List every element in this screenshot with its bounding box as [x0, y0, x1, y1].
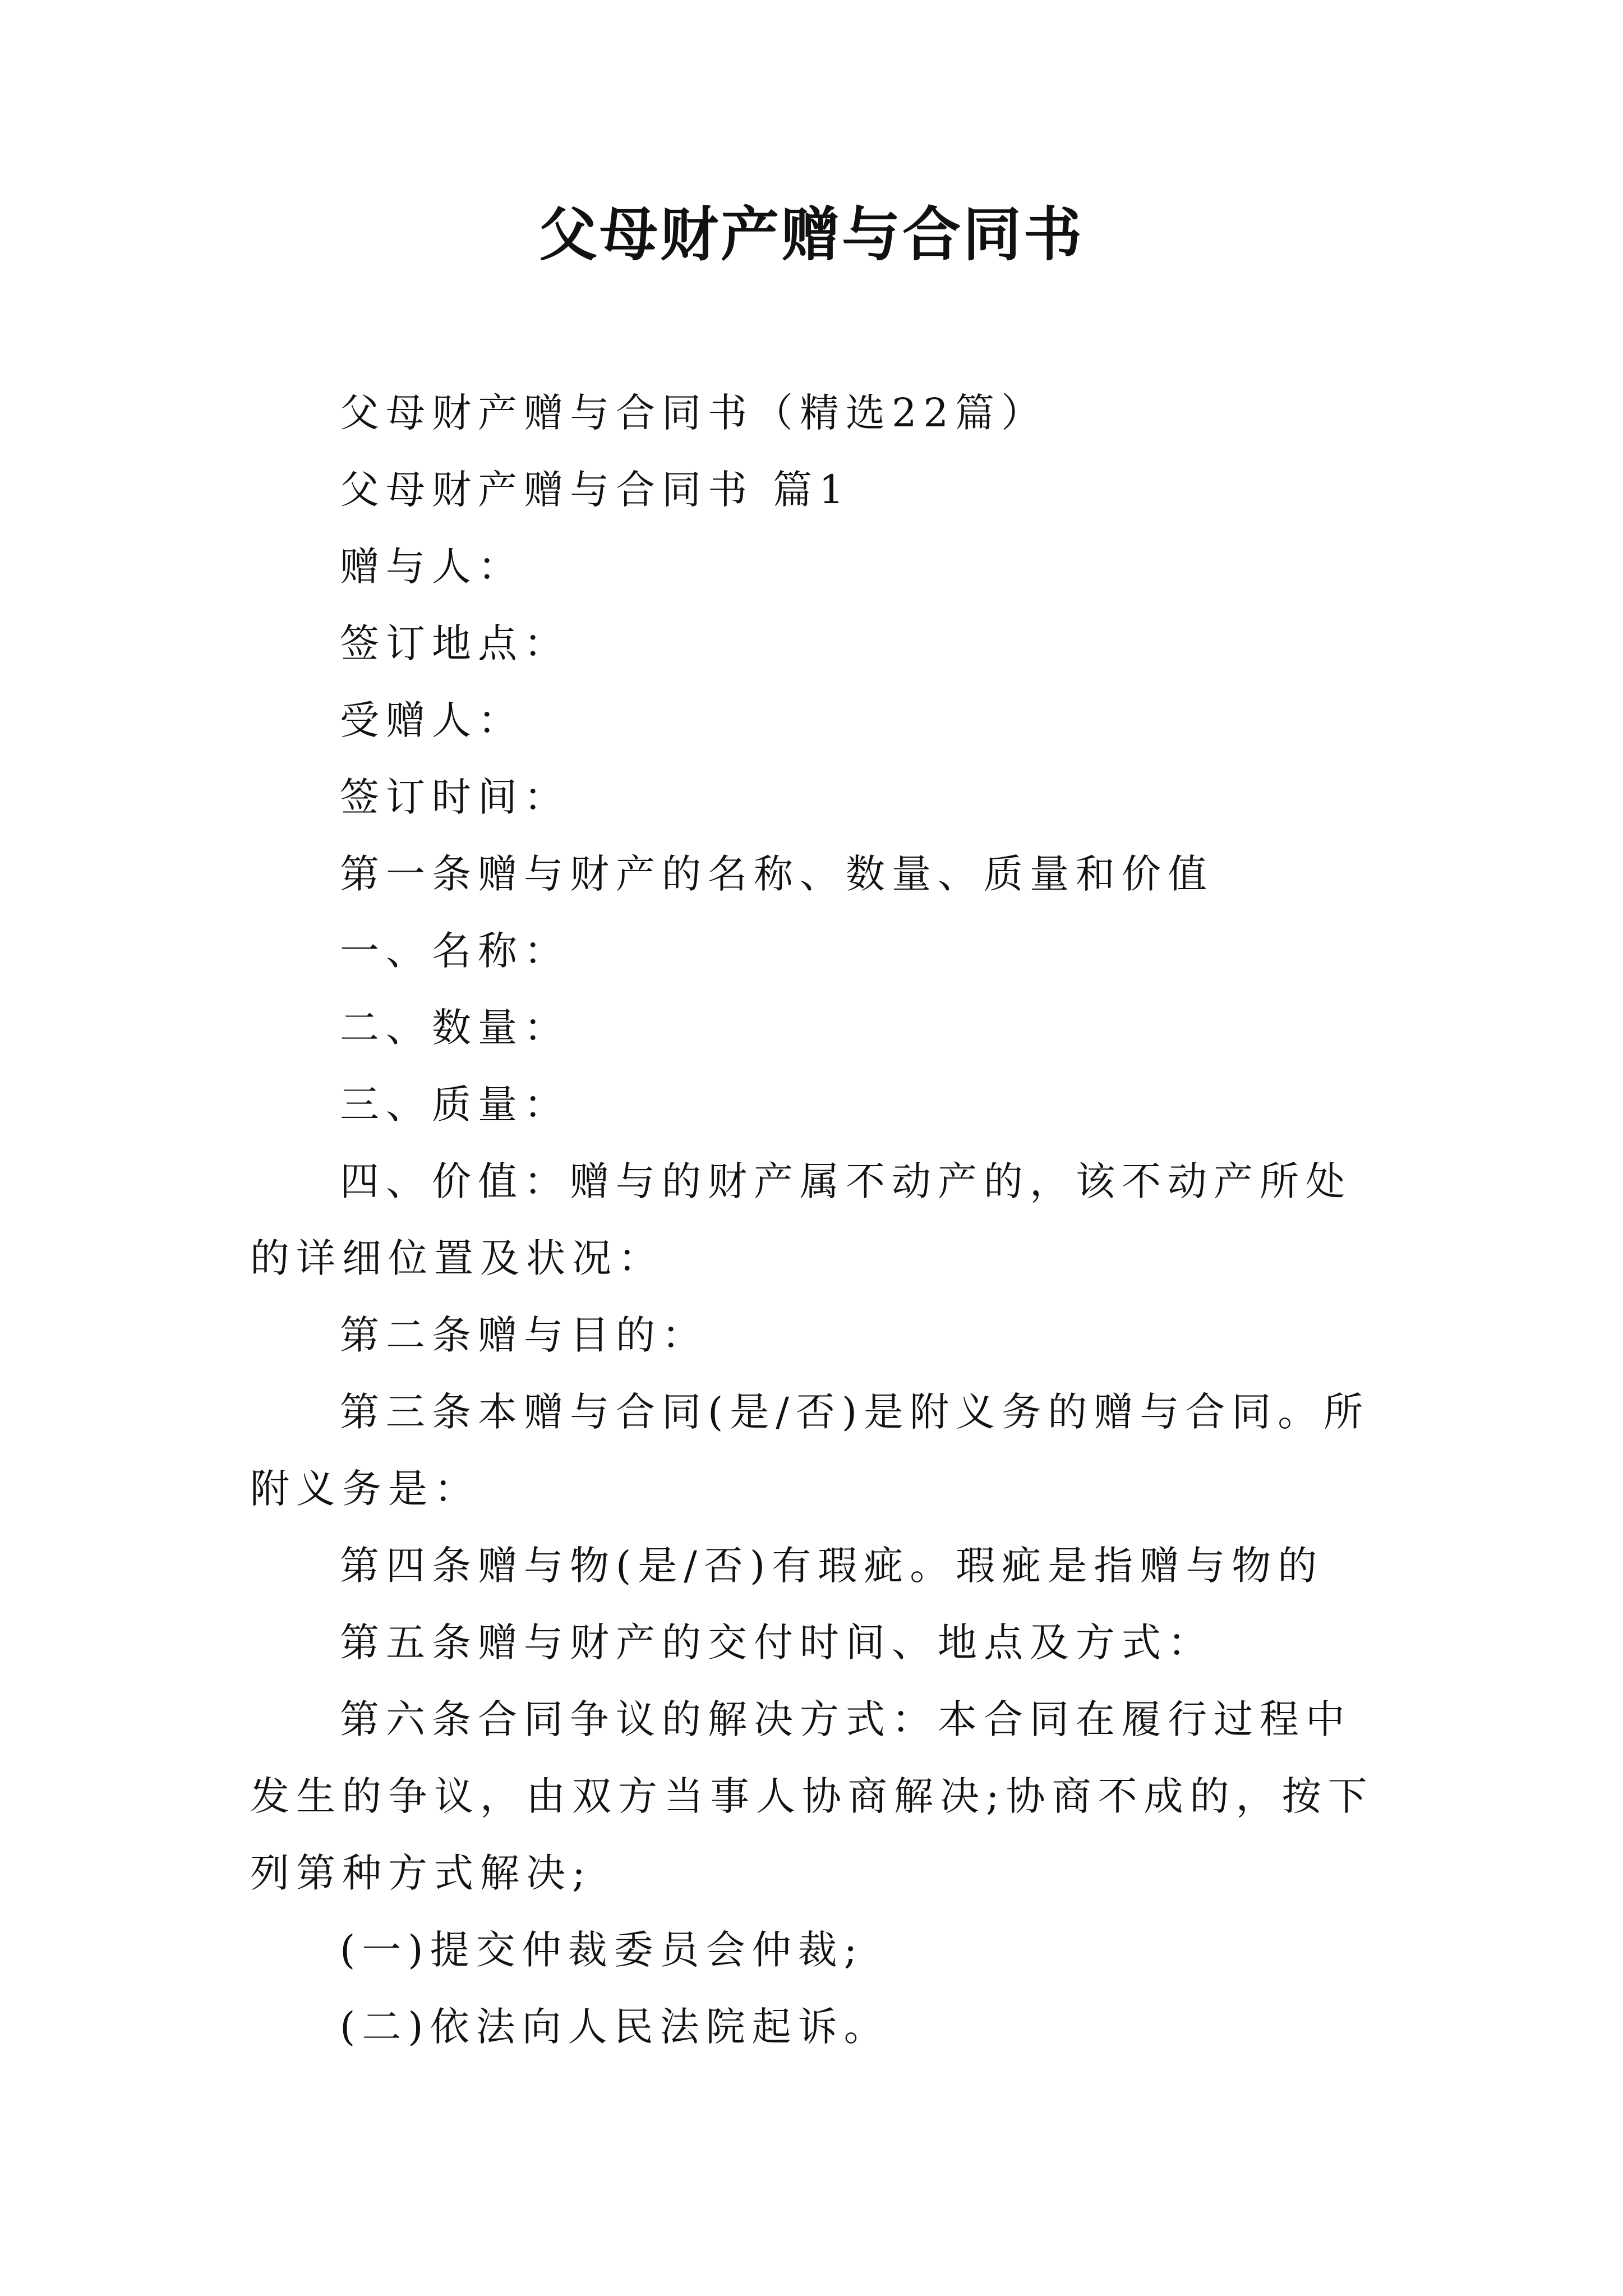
- paragraph-option-court: (二)依法向人民法院起诉。: [340, 2004, 890, 2050]
- paragraph-article-2: 第二条赠与目的：: [340, 1312, 708, 1358]
- paragraph-donee: 受赠人：: [340, 697, 524, 743]
- paragraph-article-1: 第一条赠与财产的名称、数量、质量和价值: [340, 851, 1214, 897]
- paragraph-article-4: 第四条赠与物(是/否)有瑕疵。瑕疵是指赠与物的: [340, 1543, 1324, 1589]
- paragraph-item-value: 四、价值：赠与的财产属不动产的，该不动产所处的详细位置及状况：: [250, 1158, 1352, 1281]
- paragraph-article-3: 第三条本赠与合同(是/否)是附义务的赠与合同。所附义务是：: [250, 1389, 1370, 1512]
- paragraph-item-quantity: 二、数量：: [340, 1005, 570, 1051]
- paragraph-option-arbitration: (一)提交仲裁委员会仲裁;: [340, 1927, 864, 1973]
- paragraph-donor: 赠与人：: [340, 544, 524, 590]
- paragraph-article-5: 第五条赠与财产的交付时间、地点及方式：: [340, 1619, 1214, 1665]
- paragraph-section-heading: 父母财产赠与合同书 篇1: [340, 467, 851, 513]
- paragraph-item-quality: 三、质量：: [340, 1082, 570, 1128]
- document-body: [250, 375, 1383, 2065]
- paragraph-signing-time: 签订时间：: [340, 774, 570, 820]
- paragraph-article-6: 第六条合同争议的解决方式：本合同在履行过程中发生的争议，由双方当事人协商解决;协商不成的，按下列第种方式解决;: [250, 1696, 1374, 1896]
- paragraph-item-name: 一、名称：: [340, 928, 570, 974]
- paragraph-signing-place: 签订地点：: [340, 620, 570, 666]
- paragraph-subtitle: 父母财产赠与合同书（精选22篇）: [340, 390, 1048, 436]
- document-title: 父母财产赠与合同书: [538, 200, 1084, 269]
